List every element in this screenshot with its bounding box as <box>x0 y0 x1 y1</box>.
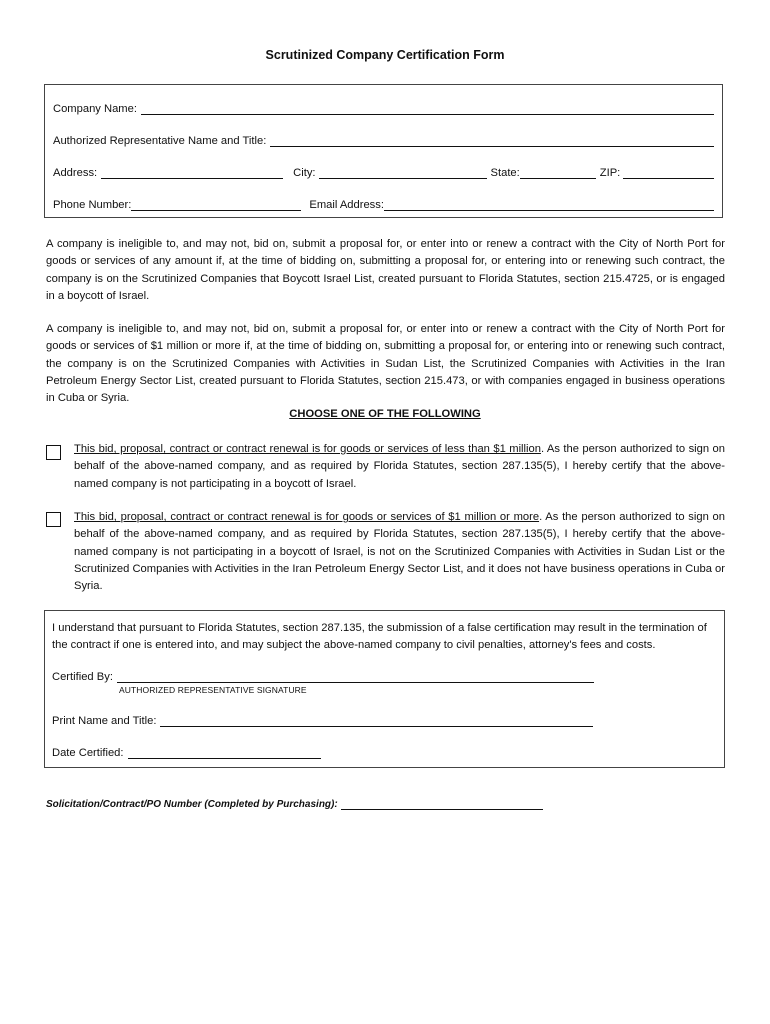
city-label: City: <box>293 167 316 179</box>
print-name-field[interactable] <box>160 714 593 727</box>
company-name-row <box>53 99 714 115</box>
email-label: Email Address: <box>309 199 384 211</box>
print-name-label: Print Name and Title: <box>52 715 157 727</box>
company-name-field[interactable] <box>141 102 714 115</box>
certified-by-label: Certified By: <box>52 671 113 683</box>
paragraph-israel-text: A company is ineligible to, and may not, bid on, submit a proposal for, or enter into or renew a contract with the City of North Port for goods or services of any amount if, at the time of bidding on, submitting a proposal for, or entering into or renewing such contract, the company is on the Scrutinized Companies that Boycott Israel List, created pursuant to Florida Statutes, section 215.4725, or is engaged in a boycott of Israel. <box>46 238 725 302</box>
address-field[interactable] <box>101 166 283 179</box>
city-field[interactable] <box>319 166 487 179</box>
state-label: State: <box>490 167 520 179</box>
option2-checkbox[interactable] <box>46 512 61 527</box>
company-info-box <box>44 84 723 218</box>
date-certified-label: Date Certified: <box>52 747 124 759</box>
print-name-row <box>52 711 593 727</box>
paragraph-sudan-iran-text: A company is ineligible to, and may not, bid on, submit a proposal for, or enter into or renew a contract with the City of North Port for goods or services of $1 million or more if, at the time of bidding on, submitting a proposal for, or entering into or renewing such contract, the company is on the Scrutinized Companies with Activities in Sudan List, the Scrutinized Companies with Activities in the Iran Petroleum Energy Sector List, created pursuant to Florida Statutes, section 215.473, or with companies engaged in business operations in Cuba or Syria. <box>46 323 725 405</box>
option1-underlined: This bid, proposal, contract or contract renewal is for goods or services of less than $1 million <box>74 443 541 455</box>
certification-box <box>44 610 725 768</box>
authorized-rep-row <box>53 131 714 147</box>
date-certified-row <box>52 743 321 759</box>
state-field[interactable] <box>520 166 596 179</box>
option1-text <box>74 441 725 493</box>
email-field[interactable] <box>384 198 714 211</box>
form-title: Scrutinized Company Certification Form <box>265 48 505 62</box>
option1-checkbox[interactable] <box>46 445 61 460</box>
solicitation-row <box>46 794 543 810</box>
company-name-label: Company Name: <box>53 103 137 115</box>
phone-field[interactable] <box>131 198 301 211</box>
authorized-rep-label: Authorized Representative Name and Title: <box>53 135 267 147</box>
address-label: Address: <box>53 167 98 179</box>
address-row <box>53 163 714 179</box>
phone-label: Phone Number: <box>53 199 132 211</box>
paragraph-israel <box>46 236 725 305</box>
option2-rest: . As the person authorized to sign on behalf of the above-named company, and as required by Florida Statutes, section 287.135(5), I hereby certify that the above-named company is not participating in a boycott of Israel, is not on the Scrutinized Companies with Activities in Sudan List or the Scrutinized Companies with Activities in the Iran Petroleum Energy Sector List, and it does not have business operations in Cuba or Syria. <box>74 511 725 593</box>
signature-field[interactable] <box>117 670 594 683</box>
paragraph-sudan-iran <box>46 321 725 407</box>
solicitation-field[interactable] <box>341 797 543 810</box>
date-certified-field[interactable] <box>128 746 321 759</box>
solicitation-label: Solicitation/Contract/PO Number (Completed by Purchasing): <box>46 799 338 810</box>
option2-underlined: This bid, proposal, contract or contract renewal is for goods or services of $1 million or more <box>74 511 540 523</box>
phone-email-row <box>53 195 714 211</box>
signature-caption: AUTHORIZED REPRESENTATIVE SIGNATURE <box>119 685 307 695</box>
certified-by-row <box>52 667 594 683</box>
option2-text <box>74 509 725 595</box>
zip-label: ZIP: <box>599 167 621 179</box>
option1-rest: . As the person authorized to sign on behalf of the above-named company, and as required by Florida Statutes, section 287.135(5), I hereby certify that the above-named company is not participating in a boycott of Israel. <box>74 443 725 490</box>
choose-heading: CHOOSE ONE OF THE FOLLOWING <box>289 408 481 420</box>
authorized-rep-field[interactable] <box>270 134 714 147</box>
certification-statement: I understand that pursuant to Florida Statutes, section 287.135, the submission of a false certification may result in the termination of the contract if one is entered into, and may subject the above-named company to civil penalties, attorney's fees and costs. <box>52 622 707 651</box>
zip-field[interactable] <box>623 166 714 179</box>
